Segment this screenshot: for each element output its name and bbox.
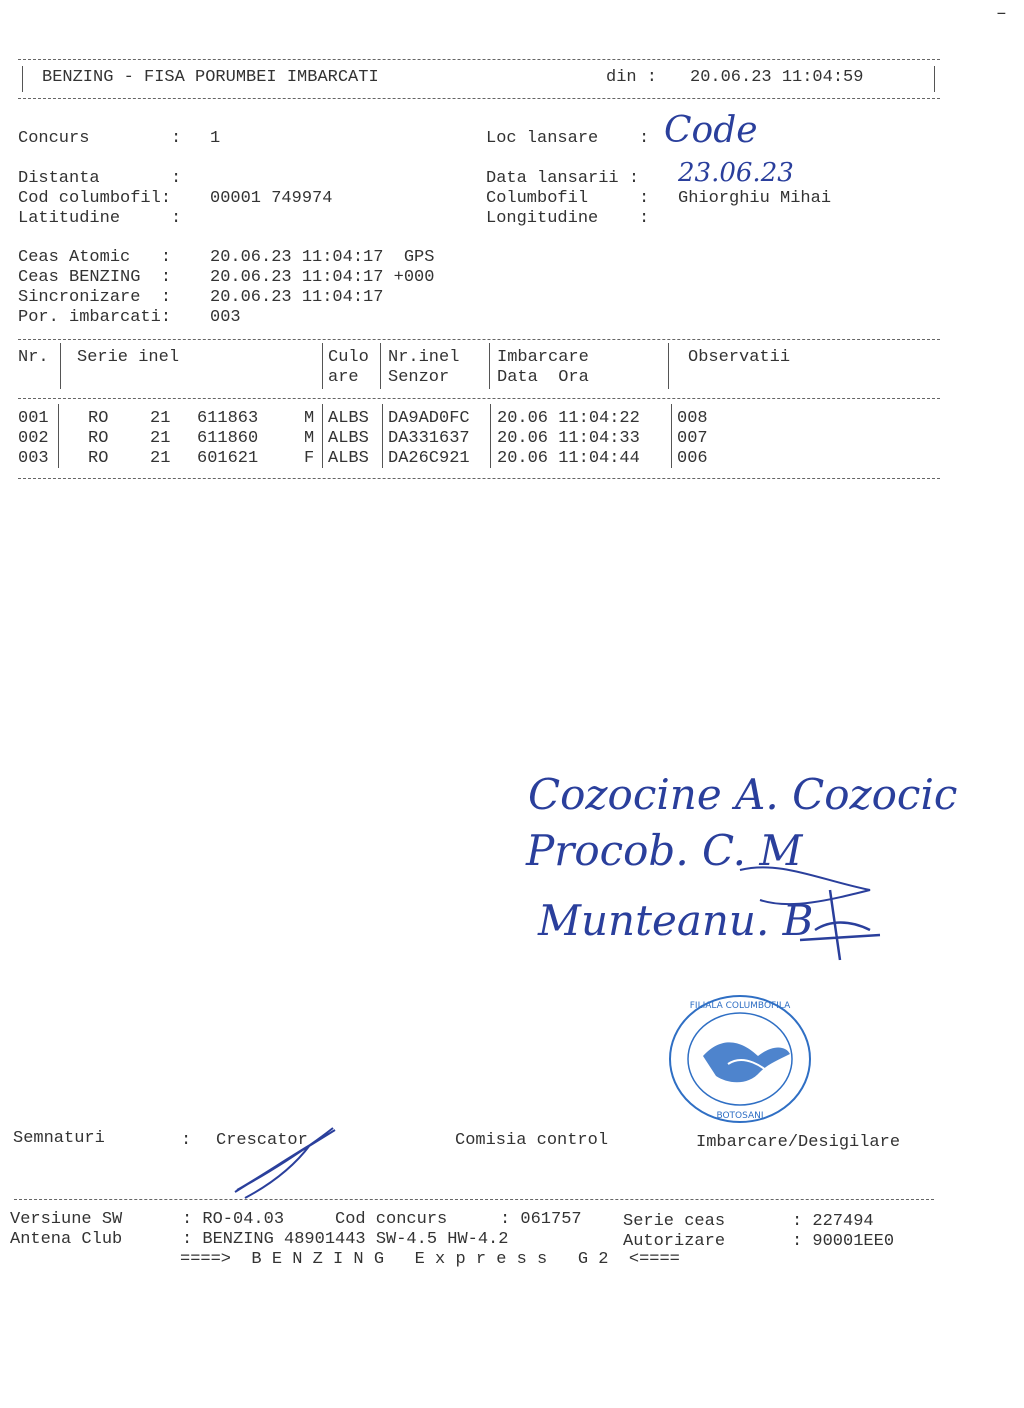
table-bottom-rule — [18, 478, 940, 479]
th-culoare-2: are — [328, 368, 359, 387]
ceas-atomic-value: 20.06.23 11:04:17 GPS — [210, 248, 435, 267]
svg-text:BOTOSANI: BOTOSANI — [716, 1111, 764, 1121]
document-title: BENZING - FISA PORUMBEI IMBARCATI — [42, 68, 379, 87]
por-imbarcati-value: 003 — [210, 308, 241, 327]
ceas-benzing-label: Ceas BENZING : — [18, 268, 172, 287]
cell-nr: 003 — [18, 449, 49, 468]
th-culoare: Culo — [328, 348, 369, 367]
serie-ceas-value: : 227494 — [792, 1212, 874, 1231]
antena-club-value: : BENZING 48901443 SW-4.5 HW-4.2 — [182, 1230, 509, 1249]
cell-sex: F — [304, 449, 315, 468]
header-bottom-rule — [18, 98, 940, 99]
benzing-banner: ====> B E N Z I N G E x p r e s s G 2 <==== — [180, 1250, 680, 1269]
signature-scribble — [530, 830, 870, 960]
cell-an: 21 — [150, 449, 171, 468]
cell-observatii: 006 — [677, 449, 708, 468]
por-imbarcati-label: Por. imbarcati: — [18, 308, 172, 327]
table-col-divider — [382, 404, 383, 468]
cell-nr: 002 — [18, 429, 49, 448]
table-top-rule — [18, 339, 940, 340]
cell-tara: RO — [88, 449, 109, 468]
cod-columbofil-value: 00001 749974 — [210, 189, 333, 208]
cell-data-ora: 20.06 11:04:33 — [497, 429, 640, 448]
page-mark: – — [996, 4, 1007, 24]
club-stamp — [668, 994, 812, 1124]
cod-concurs-label: Cod concurs — [335, 1210, 448, 1229]
columbofil-label: Columbofil : — [486, 189, 650, 208]
imbarcare-desigilare-label: Imbarcare/Desigilare — [696, 1133, 901, 1152]
th-nr-inel: Nr.inel — [388, 348, 460, 367]
cell-culoare: ALBS — [328, 409, 369, 428]
cell-observatii: 007 — [677, 429, 708, 448]
header-top-rule — [18, 59, 940, 60]
loc-lansare-handwritten: Code — [664, 110, 758, 151]
cod-concurs-value: : 061757 — [500, 1210, 582, 1229]
cell-tara: RO — [88, 429, 109, 448]
ceas-benzing-value: 20.06.23 11:04:17 +000 — [210, 268, 435, 287]
table-col-divider — [490, 404, 491, 468]
serie-ceas-label: Serie ceas — [623, 1212, 726, 1231]
table-header-rule — [18, 398, 940, 399]
cell-data-ora: 20.06 11:04:44 — [497, 449, 640, 468]
cell-culoare: ALBS — [328, 449, 369, 468]
table-col-divider — [322, 343, 323, 389]
table-col-divider — [58, 404, 59, 468]
loc-lansare-label: Loc lansare : — [486, 129, 650, 148]
versiune-sw-value: : RO-04.03 — [182, 1210, 285, 1229]
cod-columbofil-label: Cod columbofil: — [18, 189, 172, 208]
th-serie-inel: Serie inel — [77, 348, 180, 367]
th-data-ora: Data Ora — [497, 368, 589, 387]
concurs-value: 1 — [210, 129, 221, 148]
cell-nr: 001 — [18, 409, 49, 428]
cell-tara: RO — [88, 409, 109, 428]
cell-sex: M — [304, 409, 315, 428]
handwritten-name-3: Munteanu. B — [538, 896, 814, 945]
header-din-label: din : — [606, 68, 658, 87]
longitudine-label: Longitudine : — [486, 209, 650, 228]
cell-senzor: DA331637 — [388, 429, 470, 448]
versiune-sw-label: Versiune SW — [10, 1210, 123, 1229]
cell-inel: 611863 — [197, 409, 259, 428]
comisia-control-label: Comisia control — [455, 1131, 609, 1150]
concurs-label: Concurs : — [18, 129, 182, 148]
ceas-atomic-label: Ceas Atomic : — [18, 248, 172, 267]
svg-text:FILIALA COLUMBOFILA: FILIALA COLUMBOFILA — [689, 1001, 791, 1011]
handwritten-name-1: Cozocine A. Cozocic — [528, 770, 958, 819]
footer-rule — [14, 1199, 934, 1200]
data-lansarii-label: Data lansarii : — [486, 169, 640, 188]
cell-an: 21 — [150, 429, 171, 448]
cell-culoare: ALBS — [328, 429, 369, 448]
sincronizare-value: 20.06.23 11:04:17 — [210, 288, 384, 307]
semnaturi-colon: : — [181, 1131, 192, 1150]
table-col-divider — [671, 404, 672, 468]
header-timestamp: 20.06.23 11:04:59 — [690, 68, 864, 87]
cell-inel: 601621 — [197, 449, 259, 468]
handwritten-name-2: Procob. C. M — [526, 826, 803, 875]
table-col-divider — [60, 343, 61, 389]
distanta-label: Distanta : — [18, 169, 182, 188]
table-col-divider — [322, 404, 323, 468]
table-col-divider — [668, 343, 669, 389]
crescator-signature — [225, 1120, 345, 1200]
data-lansarii-handwritten: 23.06.23 — [678, 158, 794, 188]
table-col-divider — [380, 343, 381, 389]
cell-observatii: 008 — [677, 409, 708, 428]
crescator-label: Crescator — [216, 1131, 308, 1150]
th-nr: Nr. — [18, 348, 49, 367]
sincronizare-label: Sincronizare : — [18, 288, 172, 307]
autorizare-label: Autorizare — [623, 1232, 726, 1251]
th-imbarcare: Imbarcare — [497, 348, 589, 367]
cell-inel: 611860 — [197, 429, 259, 448]
cell-senzor: DA9AD0FC — [388, 409, 470, 428]
cell-sex: M — [304, 429, 315, 448]
semnaturi-label: Semnaturi — [13, 1129, 105, 1148]
header-left-border — [22, 66, 23, 92]
autorizare-value: : 90001EE0 — [792, 1232, 895, 1251]
th-observatii: Observatii — [688, 348, 791, 367]
cell-senzor: DA26C921 — [388, 449, 470, 468]
columbofil-value: Ghiorghiu Mihai — [678, 189, 832, 208]
cell-an: 21 — [150, 409, 171, 428]
latitudine-label: Latitudine : — [18, 209, 182, 228]
cell-data-ora: 20.06 11:04:22 — [497, 409, 640, 428]
header-right-border — [934, 66, 935, 92]
table-col-divider — [489, 343, 490, 389]
th-senzor: Senzor — [388, 368, 450, 387]
antena-club-label: Antena Club — [10, 1230, 123, 1249]
